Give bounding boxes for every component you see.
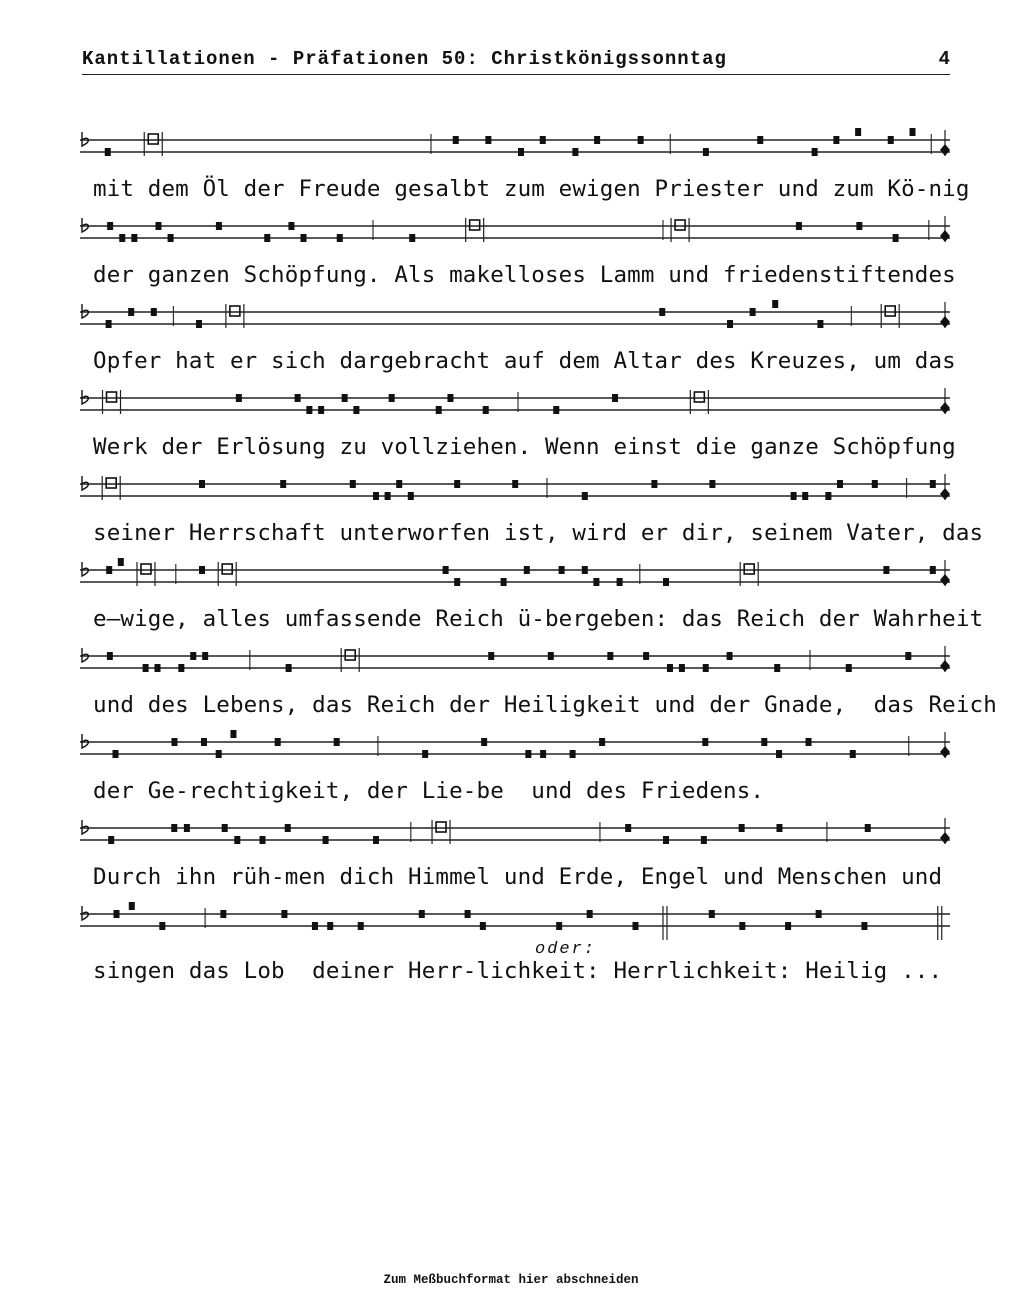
recitation-note [106,478,116,488]
neume-note-low [518,148,524,156]
neume-note-low [525,750,531,758]
neume-note [643,652,649,660]
neume-note-low [373,836,379,844]
neume-note [184,824,190,832]
neume-note [872,480,878,488]
neume-note [833,136,839,144]
neume-note-low [454,578,460,586]
final-diamond [940,746,950,758]
neume-note [236,394,242,402]
neume-note-low [556,922,562,930]
neume-note-low [679,664,685,672]
neume-note [485,136,491,144]
recitation-note [470,220,480,230]
neume-note [389,394,395,402]
neume-note-low [846,664,852,672]
final-diamond [940,574,950,586]
recitation-note [230,306,240,316]
neume-note-low [373,492,379,500]
neume-note-low [327,922,333,930]
neume-note-low [106,320,112,328]
recitation-note [436,822,446,832]
neume-note [757,136,763,144]
neume-note-low [540,750,546,758]
neume-note-low [480,922,486,930]
neume-note-low [178,664,184,672]
neume-note [883,566,889,574]
neume-note-high [129,902,135,910]
neume-note-low [318,406,324,414]
neume-note [540,136,546,144]
chant-staff-4 [80,386,950,426]
final-diamond [940,144,950,156]
neume-note [796,222,802,230]
neume-note-low [196,320,202,328]
neume-note-low [436,406,442,414]
neume-note [709,480,715,488]
neume-note-low [358,922,364,930]
lyric-line-1: mit dem Öl der Freude gesalbt zum ewigen Priester und zum Kö-nig [93,176,970,202]
lyric-line-5: seiner Herrschaft unterworfen ist, wird er dir, seinem Vater, das [93,520,984,546]
neume-note [443,566,449,574]
neume-note [607,652,613,660]
neume-note [465,910,471,918]
neume-note-low [802,492,808,500]
lyric-line-3: Opfer hat er sich dargebracht auf dem Altar des Kreuzes, um das [93,348,956,374]
neume-note [625,824,631,832]
flat-sign [82,734,88,748]
neume-note [288,222,294,230]
neume-note-high [772,300,778,308]
neume-note [582,566,588,574]
neume-note-low [825,492,831,500]
page-title: Kantillationen - Präfationen 50: Christkönigssonntag [82,48,727,70]
neume-note-low [774,664,780,672]
neume-note-high [118,558,124,566]
neume-note [199,566,205,574]
neume-note-low [168,234,174,242]
final-diamond [940,660,950,672]
lyric-line-4: Werk der Erlösung zu vollziehen. Wenn einst die ganze Schöpfung [93,434,956,460]
neume-note [107,652,113,660]
neume-note-low [861,922,867,930]
lyric-line-2: der ganzen Schöpfung. Als makelloses Lamm und friedenstiftendes [93,262,956,288]
neume-note [837,480,843,488]
flat-sign [82,132,88,146]
neume-note [285,824,291,832]
oder-annotation: oder: [535,940,597,959]
neume-note-high [230,730,236,738]
lyric-line-6: e—wige, alles umfassende Reich ü-bergeben: das Reich der Wahrheit [93,606,984,632]
neume-note-low [105,148,111,156]
flat-sign [82,562,88,576]
neume-note-low [337,234,343,242]
cut-instruction: Zum Meßbuchformat hier abschneiden [383,1273,639,1287]
chant-staff-3 [80,300,950,340]
neume-note-low [593,578,599,586]
recitation-note [222,564,232,574]
neume-note-low [264,234,270,242]
neume-note-low [119,234,125,242]
neume-note [930,480,936,488]
flat-sign [82,476,88,490]
flat-sign [82,820,88,834]
neume-note [171,738,177,746]
neume-note [512,480,518,488]
chant-staff-8 [80,730,950,770]
neume-note [342,394,348,402]
neume-note-low [776,750,782,758]
neume-note [599,738,605,746]
neume-note-low [216,750,222,758]
neume-note [559,566,565,574]
neume-note [806,738,812,746]
neume-note [220,910,226,918]
neume-note [659,308,665,316]
neume-note-low [385,492,391,500]
neume-note-low [301,234,307,242]
neume-note-low [632,922,638,930]
neume-note-low [260,836,266,844]
neume-note [201,738,207,746]
neume-note-low [703,148,709,156]
neume-note-low [663,836,669,844]
neume-note [651,480,657,488]
neume-note [222,824,228,832]
chant-staff-6 [80,558,950,598]
neume-note [454,480,460,488]
lyric-line-7: und des Lebens, das Reich der Heiligkeit und der Gnade, das Reich [93,692,997,718]
neume-note [888,136,894,144]
neume-note [295,394,301,402]
recitation-note [885,306,895,316]
lyric-line-9: Durch ihn rüh-men dich Himmel und Erde, Engel und Menschen und [93,864,943,890]
neume-note-low [483,406,489,414]
neume-note [761,738,767,746]
recitation-note [744,564,754,574]
neume-note-low [850,750,856,758]
neume-note [216,222,222,230]
neume-note [548,652,554,660]
final-diamond [940,230,950,242]
neume-note-low [408,492,414,500]
neume-note-low [112,750,118,758]
neume-note [930,566,936,574]
flat-sign [82,648,88,662]
recitation-note [345,650,355,660]
chant-staff-10 [80,902,950,942]
neume-note-low [572,148,578,156]
neume-note [739,824,745,832]
neume-note-high [855,128,861,136]
neume-note [281,910,287,918]
neume-note [856,222,862,230]
neume-note [107,222,113,230]
neume-note-low [817,320,823,328]
neume-note-low [570,750,576,758]
neume-note [396,480,402,488]
neume-note-low [143,664,149,672]
neume-note-low [409,234,415,242]
neume-note-low [501,578,507,586]
neume-note [638,136,644,144]
neume-note [905,652,911,660]
neume-note [128,308,134,316]
recitation-note [141,564,151,574]
neume-note-low [582,492,588,500]
lyric-line-10: singen das Lob deiner Herr-lichkeit: Herrlichkeit: Heilig ... [93,958,943,984]
neume-note-low [108,836,114,844]
neume-note-low [353,406,359,414]
neume-note-low [812,148,818,156]
page-number: 4 [938,48,950,70]
recitation-note [694,392,704,402]
neume-note-low [893,234,899,242]
neume-note [275,738,281,746]
flat-sign [82,390,88,404]
final-diamond [940,488,950,500]
chant-staff-5 [80,472,950,512]
neume-note [114,910,120,918]
recitation-note [107,392,117,402]
neume-note [199,480,205,488]
neume-note [727,652,733,660]
neume-note [447,394,453,402]
neume-note-low [422,750,428,758]
neume-note-low [159,922,165,930]
neume-note [419,910,425,918]
neume-note-low [553,406,559,414]
neume-note [106,566,112,574]
neume-note-low [727,320,733,328]
lyric-line-8: der Ge-rechtigkeit, der Lie-be und des Friedens. [93,778,765,804]
neume-note [865,824,871,832]
neume-note [190,652,196,660]
neume-note-low [703,664,709,672]
neume-note-low [617,578,623,586]
neume-note [594,136,600,144]
neume-note-low [131,234,137,242]
neume-note [488,652,494,660]
neume-note [702,738,708,746]
neume-note-low [667,664,673,672]
neume-note [350,480,356,488]
neume-note-low [312,922,318,930]
neume-note-low [701,836,707,844]
neume-note [334,738,340,746]
chant-staff-9 [80,816,950,856]
neume-note [481,738,487,746]
neume-note [156,222,162,230]
neume-note [524,566,530,574]
final-diamond [940,316,950,328]
neume-note-low [155,664,161,672]
flat-sign [82,304,88,318]
neume-note-low [785,922,791,930]
page-header [82,48,950,75]
neume-note-low [323,836,329,844]
neume-note-low [234,836,240,844]
neume-note [453,136,459,144]
neume-note [202,652,208,660]
neume-note [750,308,756,316]
flat-sign [82,218,88,232]
neume-note-low [791,492,797,500]
neume-note [151,308,157,316]
neume-note [171,824,177,832]
neume-note-low [663,578,669,586]
flat-sign [82,906,88,920]
recitation-note [148,134,158,144]
neume-note [816,910,822,918]
chant-staff-1 [80,128,950,168]
chant-staff-7 [80,644,950,684]
recitation-note [675,220,685,230]
neume-note [280,480,286,488]
neume-note-low [739,922,745,930]
neume-note [587,910,593,918]
neume-note [776,824,782,832]
neume-note [709,910,715,918]
chant-staff-2 [80,214,950,254]
neume-note-low [286,664,292,672]
final-diamond [940,402,950,414]
final-diamond [940,832,950,844]
neume-note [612,394,618,402]
neume-note-high [910,128,916,136]
neume-note-low [306,406,312,414]
